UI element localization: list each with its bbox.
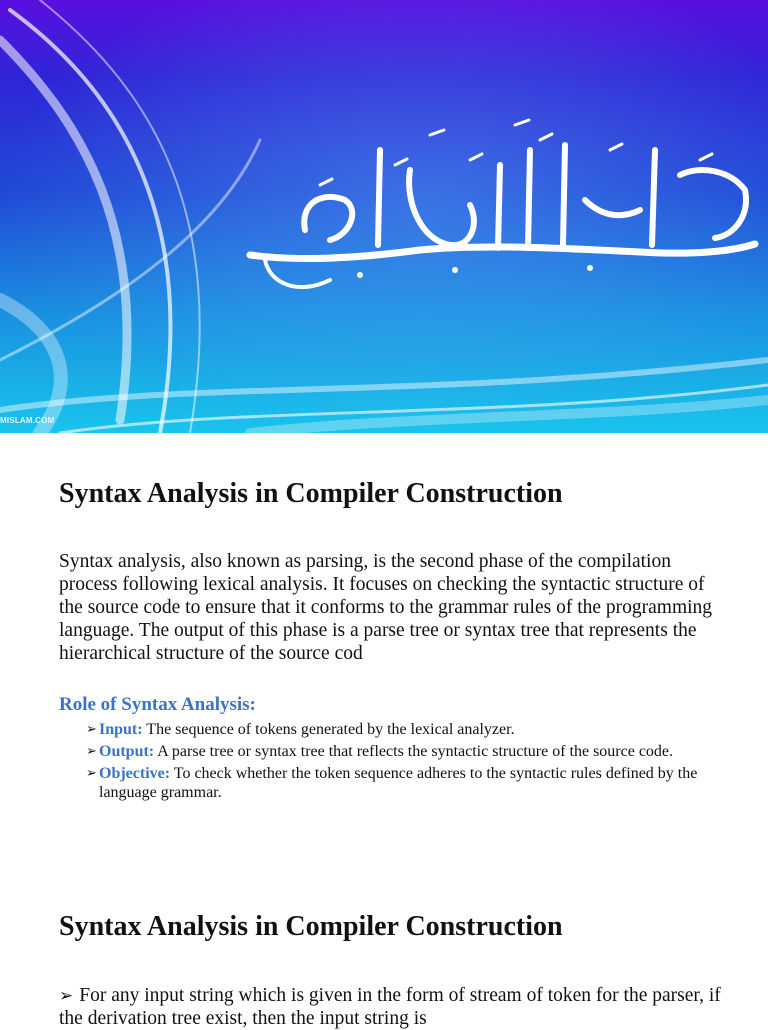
- bullet-text: To check whether the token sequence adheres to the syntactic rules defined by the language grammar.: [99, 765, 698, 801]
- bullet-text: The sequence of tokens generated by the lexical analyzer.: [142, 721, 515, 738]
- bullet-term: Input:: [99, 721, 143, 738]
- list-item: [86, 720, 726, 739]
- list-item: [86, 764, 726, 802]
- banner-image: [0, 0, 768, 433]
- bullet-text: A parse tree or syntax tree that reflects the syntactic structure of the source code.: [154, 743, 674, 760]
- arrow-bullet-icon: ➢: [86, 744, 97, 759]
- arrow-bullet-icon: ➢: [86, 766, 97, 781]
- bullet-term: Objective:: [99, 765, 171, 782]
- slide-title-2: Syntax Analysis in Compiler Construction: [59, 911, 563, 942]
- intro-paragraph: Syntax analysis, also known as parsing, is the second phase of the compilation process following lexical analysis. It focuses on checking the syntactic structure of the source code to ensure that it conforms to the grammar rules of the programming language. The output of this phase is a parse tree or syntax tree that represents the hierarchical structure of the source cod: [59, 551, 713, 664]
- arrow-bullet-icon: ➢: [59, 986, 74, 1006]
- bullet-term: Output:: [99, 743, 155, 760]
- banner-watermark: MISLAM.COM: [0, 416, 55, 425]
- slide2-bullet: [59, 984, 739, 1030]
- list-item: [86, 742, 726, 761]
- slide-title: Syntax Analysis in Compiler Construction: [59, 478, 563, 509]
- arrow-bullet-icon: ➢: [86, 722, 97, 737]
- banner-graphic: [0, 0, 768, 433]
- bullet-text: For any input string which is given in the form of stream of token for the parser, if the derivation tree exist, then the input string is: [59, 985, 721, 1029]
- role-bullet-list: [86, 720, 726, 805]
- section-heading: Role of Syntax Analysis:: [59, 694, 256, 715]
